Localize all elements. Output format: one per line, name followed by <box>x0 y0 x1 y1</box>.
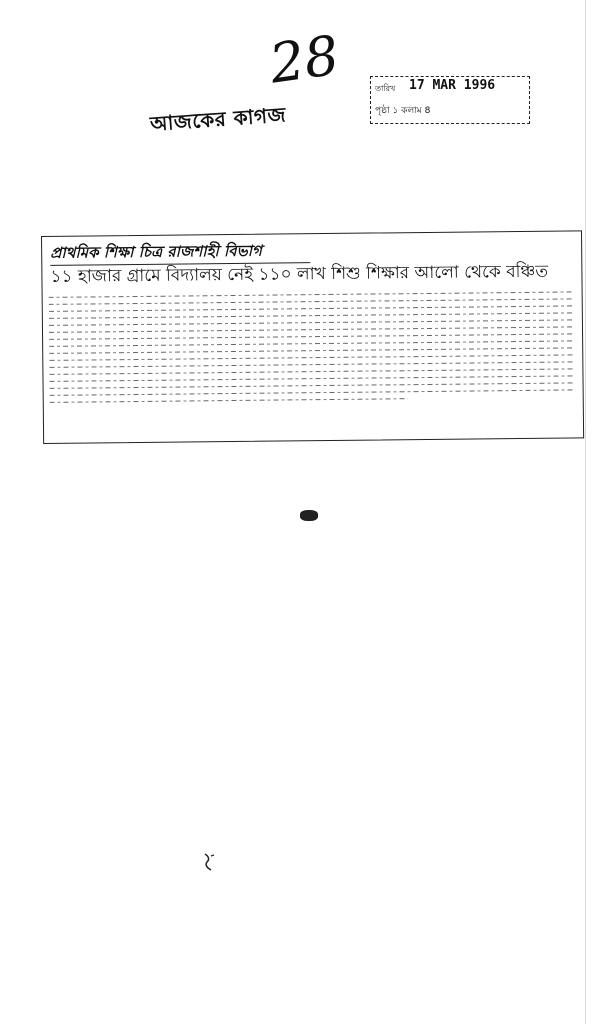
clipping-body-text <box>49 285 577 439</box>
body-text-line <box>50 382 576 389</box>
body-text-line <box>49 298 575 305</box>
body-text-line <box>49 347 575 354</box>
date-stamp <box>370 76 530 124</box>
stray-pen-mark <box>202 852 216 872</box>
body-text-line <box>49 361 575 368</box>
body-text-line <box>49 354 575 361</box>
body-text-line <box>49 291 575 298</box>
body-text-line <box>50 389 576 396</box>
newspaper-name: আজকের কাগজ <box>149 102 287 136</box>
newspaper-clipping <box>41 230 584 444</box>
body-text-line <box>50 398 408 403</box>
clipping-heading: প্রাথমিক শিক্ষা চিত্র রাজশাহী বিভাগ <box>50 238 310 266</box>
stamp-date-label: তারিখ <box>375 84 396 93</box>
stamp-date: 17 MAR 1996 <box>409 78 496 93</box>
body-text-line <box>49 305 575 312</box>
stamp-page-column: পৃষ্ঠা ১ কলাম 8 <box>375 106 431 116</box>
body-text-line <box>49 326 575 333</box>
clipping-headline: ১১ হাজার গ্রামে বিদ্যালয় নেই ১১০ লাখ শিশু শিক্ষার আলো থেকে বঞ্চিত <box>50 261 549 287</box>
body-text-line <box>49 333 575 340</box>
body-text-line <box>49 312 575 319</box>
page-edge <box>585 0 586 1024</box>
body-text-line <box>49 319 575 326</box>
handwritten-page-number: 28 <box>265 23 343 96</box>
ink-smudge <box>300 510 318 521</box>
body-text-line <box>50 375 576 382</box>
body-text-line <box>49 368 575 375</box>
body-text-line <box>49 340 575 347</box>
